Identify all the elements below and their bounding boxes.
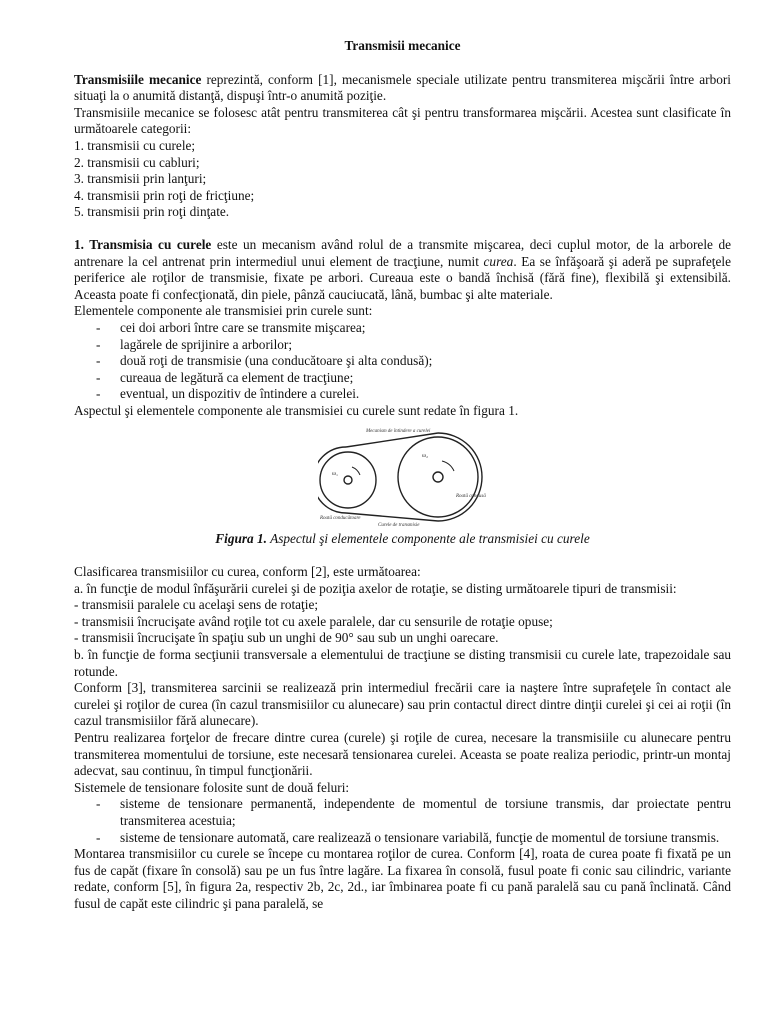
load-paragraph: Conform [3], transmiterea sarcinii se realizează prin intermediul frecării care ia naştere între suprafeţele în contact ale curelei şi roţilor de curea (în cazul transmisiilor cu alunecare) sau prin contactul direct dintre dinţii curelei şi cei ai roţii (în cazul transmisiilor fără alunecare). <box>74 680 731 729</box>
belt-drive-diagram <box>318 427 488 527</box>
classification-a: a. în funcţie de modul înfăşurării curelei şi de poziţia axelor de rotaţie, se disting următoarele tipuri de transmisii: <box>74 580 677 596</box>
systems-intro: Sistemele de tensionare folosite sunt de două feluri: <box>74 779 350 795</box>
list-item: - lagărele de sprijinire a arborilor; <box>96 336 293 352</box>
list-item: - transmisii paralele cu acelaşi sens de rotaţie; <box>74 597 319 613</box>
list-item: 4. transmisii prin roţi de fricţiune; <box>74 187 255 203</box>
section1-heading: 1. Transmisia cu curele <box>74 236 212 252</box>
list-item: 5. transmisii prin roţi dinţate. <box>74 204 230 220</box>
list-item: - sisteme de tensionare automată, care realizează o tensionare variabilă, funcţie de momentul de torsiune transmis. <box>96 829 720 845</box>
list-item: - transmisii încrucişate având roţile tot cu axele paralele, dar cu sensurile de rotaţie opuse; <box>74 613 553 629</box>
intro-lead: Transmisiile mecanice <box>74 71 202 87</box>
systems-list <box>74 796 731 846</box>
label-driven-wheel: Roată condusă <box>455 494 486 500</box>
figure-1 <box>74 427 731 527</box>
classification-intro: Clasificarea transmisiilor cu curea, conform [2], este următoarea: <box>74 564 421 580</box>
category-list <box>74 138 731 221</box>
intro-paragraph-2: Transmisiile mecanice se folosesc atât pentru transmiterea cât şi pentru transformarea mişcării. Acestea sunt clasificate în următoarele categorii: <box>74 104 731 137</box>
components-intro: Elementele componente ale transmisiei prin curele sunt: <box>74 303 373 319</box>
list-item: - două roţi de transmisie (una conducătoare şi alta condusă); <box>96 353 433 369</box>
label-driving-wheel: Roată conducătoare <box>319 516 361 522</box>
list-item: - cureaua de legătură ca element de tracţiune; <box>96 369 354 385</box>
label-belt: Curele de transmisie <box>377 523 419 528</box>
list-item: - eventual, un dispozitiv de întindere a curelei. <box>96 386 360 402</box>
classification-b: b. în funcţie de forma secţiunii transversale a elementului de tracţiune se disting transmisii cu curele late, trapezoidale sau rotunde. <box>74 647 731 679</box>
document-page <box>74 38 731 913</box>
tension-paragraph: Pentru realizarea forţelor de frecare dintre curea (curele) şi roţile de curea, necesare la transmisiile cu alunecare pentru transmiterea momentului de torsiune, este necesară tensionarea curelei. Aceasta se poate realiza periodic, printr-un montaj adecvat, sau continuu, în timpul funcţionării. <box>74 730 731 779</box>
list-item: 3. transmisii prin lanţuri; <box>74 171 207 187</box>
label-tension: Mecanism de întindere a curelei <box>365 429 430 435</box>
section1-paragraph: 1. Transmisia cu curele este un mecanism având rolul de a transmite mişcarea, deci cuplul motor, de la arborele de antrenare la cel antrenat prin intermediul unui element de tracţiune, numit curea. Ea se înfăşoară şi aderă pe suprafeţele periferice ale roţilor de transmisie, fixate pe arbori. Cureaua este o bandă închisă (fără fine), flexibilă şi extensibilă. Aceasta poate fi confecţionată, din piele, pânză cauciucată, lână, bumbac şi alte materiale. <box>74 236 731 302</box>
figure-caption: Figura 1. Aspectul şi elementele componente ale transmisiei cu curele <box>215 531 590 547</box>
list-item: 1. transmisii cu curele; <box>74 137 196 153</box>
intro-paragraph: Transmisiile mecanice reprezintă, conform [1], mecanismele speciale utilizate pentru transmiterea mişcării între arbori situaţi la o anumită distanţă, dispuşi într-o anumită poziţie. <box>74 71 731 104</box>
list-item: - transmisii încrucişate în spaţiu sub un unghi de 90° sau sub un unghi oarecare. <box>74 630 499 646</box>
mounting-paragraph: Montarea transmisiilor cu curele se începe cu montarea roţilor de curea. Conform [4], roata de curea poate fi fixată pe un fus de capăt (fixare în consolă) sau pe un fus între lagăre. La fixarea în consolă, fusul poate fi conic sau cilindric, variante redate, conform [5], în figura 2a, respectiv 2b, 2c, 2d., iar îmbinarea poate fi cu pană paralelă sau cu pană înclinată. Când fusul de capăt este cilindric şi pana paralelă, se <box>74 846 731 911</box>
components-list <box>74 320 731 403</box>
list-item: 2. transmisii cu cabluri; <box>74 154 200 170</box>
figure-reference: Aspectul şi elementele componente ale transmisiei cu curele sunt redate în figura 1. <box>74 402 519 418</box>
page-title: Transmisii mecanice <box>344 38 461 53</box>
label-w1: ω₁ <box>331 471 338 478</box>
list-item: - cei doi arbori între care se transmite mişcarea; <box>96 319 366 335</box>
list-item: - sisteme de tensionare permanentă, independente de momentul de torsiune transmis, dar proiectate pentru transmiterea acestuia; <box>96 796 731 828</box>
label-w2: ω₂ <box>421 453 428 460</box>
